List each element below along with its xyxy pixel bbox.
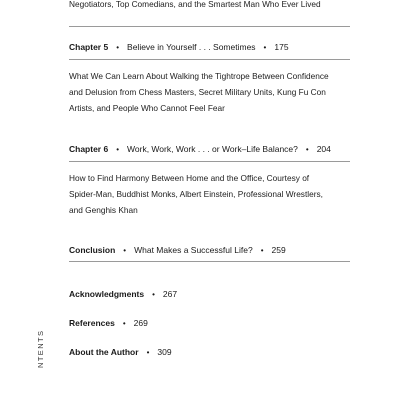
chapter-5-label: Chapter 5 [69, 42, 109, 52]
bullet-separator: • [305, 145, 309, 154]
references-page: 269 [133, 318, 148, 328]
toc-entry-chapter-6[interactable] [69, 144, 331, 154]
divider-conclusion [69, 261, 350, 262]
bullet-separator: • [152, 290, 155, 299]
chapter4-description-tail: Negotiators, Top Comedians, and the Smartest Man Who Ever Lived [69, 0, 321, 9]
bullet-separator: • [260, 246, 264, 255]
divider-top [69, 26, 350, 27]
chapter-6-label: Chapter 6 [69, 144, 109, 154]
bullet-separator: • [146, 348, 150, 357]
chapter-5-desc-line: Artists, and People Who Cannot Feel Fear [69, 103, 225, 113]
acknowledgments-page: 267 [162, 289, 178, 299]
chapter-6-title: Work, Work, Work . . . or Work–Life Balance? [127, 144, 298, 154]
toc-entry-references[interactable] [69, 318, 148, 328]
toc-entry-conclusion[interactable] [69, 245, 286, 255]
chapter-6-description [69, 170, 350, 218]
chapter-5-desc-line: What We Can Learn About Walking the Tightrope Between Confidence [69, 71, 329, 81]
chapter-6-desc-line: and Genghis Khan [69, 205, 138, 215]
toc-entry-about-the-author[interactable] [69, 347, 172, 357]
bullet-separator: • [263, 43, 267, 52]
bullet-separator: • [123, 246, 127, 255]
chapter-6-page: 204 [316, 144, 331, 154]
about-author-label: About the Author [69, 347, 139, 357]
bullet-separator: • [116, 43, 120, 52]
divider-chapter-5 [69, 59, 350, 60]
acknowledgments-label: Acknowledgments [69, 289, 145, 299]
references-label: References [69, 318, 115, 328]
toc-entry-acknowledgments[interactable] [69, 289, 177, 299]
chapter-6-desc-line: How to Find Harmony Between Home and the Office, Courtesy of [69, 173, 310, 183]
running-header-contents: NTENTS [36, 329, 45, 368]
toc-entry-chapter-5[interactable] [69, 42, 289, 52]
chapter-5-description [69, 68, 350, 116]
about-author-page: 309 [157, 347, 172, 357]
divider-chapter-6 [69, 161, 350, 162]
chapter-5-title: Believe in Yourself . . . Sometimes [127, 42, 256, 52]
conclusion-page: 259 [271, 245, 286, 255]
chapter-6-desc-line: Spider-Man, Buddhist Monks, Albert Einstein, Professional Wrestlers, [69, 189, 323, 199]
conclusion-title: What Makes a Successful Life? [134, 245, 253, 255]
chapter-5-page: 175 [274, 42, 289, 52]
conclusion-label: Conclusion [69, 245, 116, 255]
bullet-separator: • [122, 319, 126, 328]
bullet-separator: • [116, 145, 120, 154]
chapter-5-desc-line: and Delusion from Chess Masters, Secret Military Units, Kung Fu Con [69, 87, 326, 97]
